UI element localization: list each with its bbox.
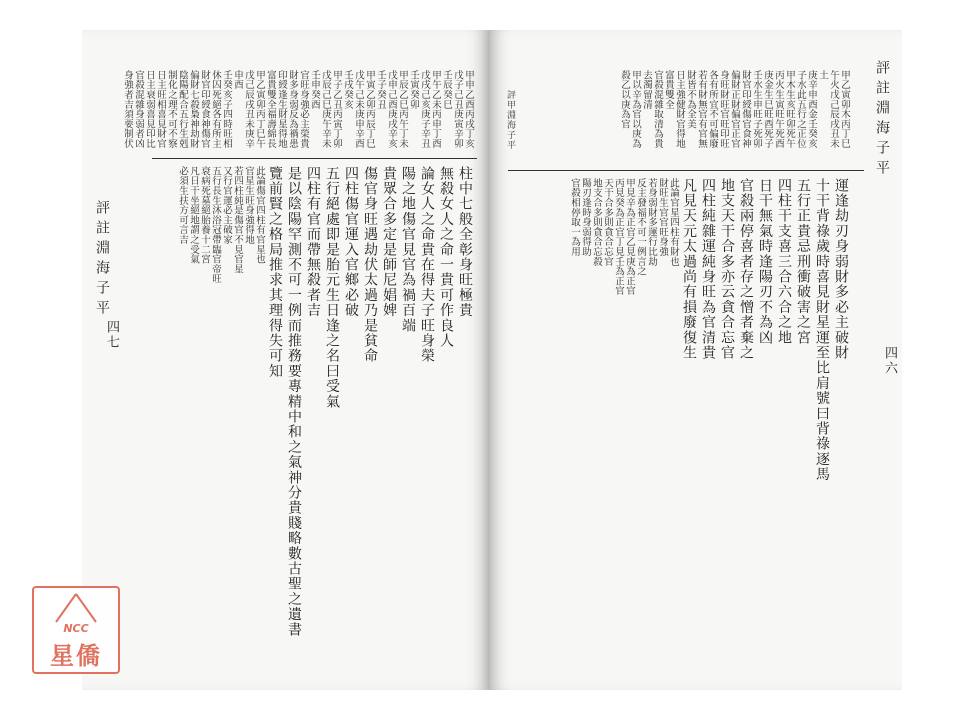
annotation-column: 官殺混雜身弱者凶身強者吉須要制伏: [122, 70, 144, 149]
inline-note-column: 丙見癸為正官丁見壬為正官: [613, 178, 624, 296]
annotation-column: 日主旺相喜見財官日主衰弱喜見印比: [144, 70, 166, 149]
inline-note-column: 凡日干坐絕地謂之受氣: [188, 166, 199, 264]
right-top-notes: [530, 70, 850, 158]
left-running-head: 評註淵海子平: [94, 200, 110, 320]
annotation-column: 甲申乙酉丙戌丁亥戊子己丑庚寅辛卯壬辰癸巳: [441, 70, 474, 149]
left-main-text: [152, 166, 474, 666]
annotation-column: 若有財無官有官無財皆不為全美: [685, 70, 707, 149]
text-column: 論女人之命貴在得夫子旺身榮: [419, 166, 435, 364]
annotation-column: 壬癸亥子四時旺相休囚死絕各有所主: [210, 70, 232, 149]
annotation-column: 印綬逢生財星得地富貴雙全福壽綿長: [265, 70, 287, 149]
right-page: [490, 30, 902, 690]
inline-note-column: 甲見辛為正官乙見庚為正官: [624, 178, 635, 296]
annotation-column: 財官印綬傷官食神偏財正財偏官正官: [729, 70, 751, 149]
stamp-name-text: 星僑: [50, 642, 102, 670]
annotation-column: 官殺混雜取清為貴去濁留清: [641, 70, 663, 149]
text-column: 無殺女人之命一貴可作良人: [438, 166, 454, 349]
left-separator-rule: [152, 158, 477, 159]
text-column: 五行絕處即是胎元生日逢之名曰受氣: [324, 166, 340, 410]
annotation-column: 甲木生亥旺卯死午丙火生寅旺午死酉: [773, 70, 795, 149]
right-separator-rule: [508, 170, 864, 171]
text-column: 柱中七般全彰身旺極貴: [457, 166, 473, 318]
inline-note-column: 官星生旺身強得地: [243, 166, 254, 245]
right-main-text: [530, 178, 850, 668]
annotation-column: 官旺身強必主榮貴財多身弱反為禍患: [287, 70, 309, 149]
text-column: 地支天干合多亦云貪合忘官: [719, 178, 735, 361]
inline-note-column: 陽刃逢時身弱得助: [580, 178, 591, 257]
annotation-column: 庚辛申酉金壬癸亥子水此五行之正位: [795, 70, 817, 149]
text-column: 四柱純雜運純身旺為官清貴: [700, 178, 716, 361]
text-column: 五行正貴忌刑衝破害之宮: [795, 178, 811, 346]
text-column: 運逢劫刃身弱財多必主破財: [833, 178, 849, 361]
text-column: 陽之地傷官見官為禍百端: [400, 166, 416, 334]
inline-note-column: 財旺生官官旺身強: [657, 178, 668, 257]
inline-note-column: 五行長生沐浴冠帶臨官帝旺: [210, 166, 221, 284]
text-column: 是以陰陽罕測不可一例而推務要專精中和之氣神分貴賤略數古聖之遺書: [286, 166, 302, 638]
text-column: 四柱干支喜三合六合之地: [776, 178, 792, 346]
annotation-column: 甲以辛為官以庚為殺乙以庚為官: [619, 70, 641, 149]
text-column: 傷官身旺遇劫伏太過乃是貧命: [362, 166, 378, 364]
annotation-column: 甲午乙未丙申丁酉戊戌己亥庚子辛丑壬寅癸卯: [408, 70, 441, 149]
annotation-column: 甲乙寅卯丙丁巳午戊己辰戌丑未庚辛申酉: [232, 70, 265, 149]
annotation-column: 財官印綬食神傷官偏財七殺梟神劫財: [188, 70, 210, 149]
inline-note-column: 此論傷官四柱有官星也: [254, 166, 265, 264]
left-page-number: 四七: [104, 320, 119, 350]
stamp-ncc-text: NCC: [63, 622, 89, 635]
inline-note-column: 若身弱財多運行比劫: [646, 178, 657, 267]
open-book: [82, 30, 902, 690]
text-column: 十干背祿歲時喜見財星運至比肩號曰背祿逐馬: [814, 178, 830, 482]
inline-note-column: 衰病死墓絕胎養十二宮: [199, 166, 210, 264]
left-page: [82, 30, 488, 690]
inline-note-column: 必須生扶方可言吉: [177, 166, 188, 245]
annotation-column: 甲辰乙巳丙午丁未戊申己酉庚戌辛亥壬子癸丑: [375, 70, 408, 149]
left-top-notes: [122, 70, 474, 158]
publisher-stamp: [32, 586, 120, 674]
inline-note-column: 反主發福不可一例言之: [635, 178, 646, 276]
inline-note-column: 若四柱純是傷官不見官星: [232, 166, 243, 274]
text-column: 官殺兩停喜者存之憎者棄之: [738, 178, 754, 361]
spine-label: 評甲淵海子平: [505, 90, 515, 150]
text-column: 日干無氣時逢陽刃不為凶: [757, 178, 773, 346]
text-column: 貴眾合多定是師尼娼婢: [381, 166, 397, 318]
inline-note-column: 此論官星四柱有財也: [668, 178, 679, 267]
text-column: 覽前賢之格局推求其理得失可知: [267, 166, 283, 379]
text-column: 四柱有官而帶無殺者吉: [305, 166, 321, 318]
text-column: 四柱傷官運入官鄉必破: [343, 166, 359, 318]
annotation-column: 日主強健財官得地富貴雙全: [663, 70, 685, 149]
annotation-column: 身旺財旺官旺印旺各有所宜不可偏廢: [707, 70, 729, 149]
right-running-head: 評註淵海子平: [874, 60, 890, 180]
annotation-column: 甲寅乙卯丙辰丁巳戊午己未庚申辛酉壬戌癸亥: [342, 70, 375, 149]
annotation-column: 陰陽配合五行生剋制化之理不可不察: [166, 70, 188, 149]
inline-note-column: 地支合多則貪合忘殺: [591, 178, 602, 267]
right-page-number: 四六: [882, 346, 897, 376]
inline-note-column: 天干合多則貪合忘官: [602, 178, 613, 267]
annotation-column: 甲乙寅卯木丙丁巳午火戊己辰戌丑未土: [817, 70, 850, 149]
text-column: 凡見天元太過尚有損廢復生: [681, 178, 697, 361]
annotation-column: 庚金生巳旺酉死子壬水生申旺子死卯: [751, 70, 773, 149]
inline-note-column: 官殺相停取一為用: [569, 178, 580, 257]
inline-note-column: 又行官運必主破家: [221, 166, 232, 245]
annotation-column: 甲子乙丑丙寅丁卯戊辰己巳庚午辛未壬申癸酉: [309, 70, 342, 149]
